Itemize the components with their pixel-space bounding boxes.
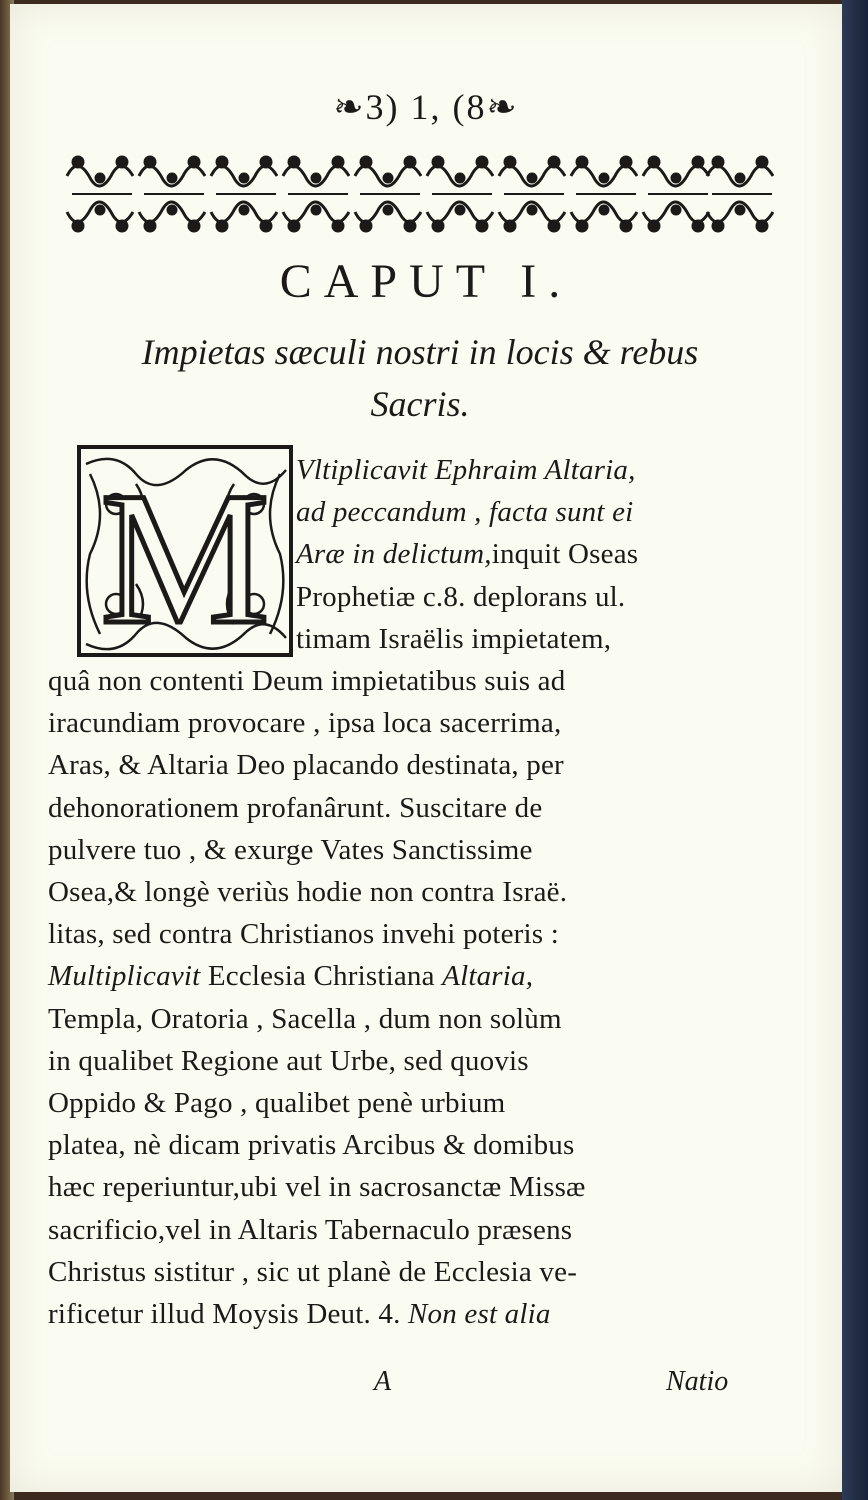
text-line: Prophetiæ c.8. deplorans ul. — [296, 580, 626, 613]
text-line: rificetur illud Moysis Deut. 4. Non est alia — [48, 1298, 551, 1330]
subtitle-line-2: Sacris. — [370, 384, 470, 424]
decorative-ornament-band — [62, 148, 774, 240]
subtitle-line-1: Impietas sæculi nostri in locis & rebus — [141, 332, 699, 372]
signature-mark: A — [374, 1366, 392, 1397]
text-line: Oppido & Pago , qualibet penè urbium — [48, 1087, 506, 1119]
text-line: Christus sistitur , sic ut planè de Ecclesia ve- — [48, 1255, 578, 1288]
text-line: Templa, Oratoria , Sacella , dum non solùm — [48, 1002, 562, 1035]
initial-letter-glyph: M — [100, 454, 270, 658]
text-line: timam Israëlis impietatem, — [296, 622, 612, 655]
text-line: quâ non contenti Deum impietatibus suis ad — [48, 665, 566, 697]
text-line: Osea,& longè veriùs hodie non contra Israë. — [48, 876, 568, 908]
chapter-subtitle — [70, 326, 770, 430]
text-line: sacrificio,vel in Altaris Tabernaculo præsens — [48, 1213, 573, 1246]
text-line: litas, sed contra Christianos invehi poteris : — [48, 918, 559, 951]
page-header: ❧3) 1, (8❧ — [333, 87, 519, 127]
header-left-mark: ❧3) — [333, 87, 400, 127]
text-line: ad peccandum , facta sunt ei — [296, 496, 634, 529]
text-line: Aras, & Altaria Deo placando destinata, per — [48, 749, 564, 782]
book-page — [10, 4, 842, 1492]
text-line: Vltiplicavit Ephraim Altaria, — [296, 454, 636, 486]
page-number: 1 — [410, 87, 431, 127]
text-line: Aræ in delictum,inquit Oseas — [296, 538, 639, 571]
header-right-mark: (8❧ — [452, 87, 519, 127]
catchword: Natio — [666, 1366, 729, 1397]
text-line: dehonorationem profanârunt. Suscitare de — [48, 791, 543, 824]
text-line: Multiplicavit Ecclesia Christiana Altaria, — [48, 960, 534, 993]
text-line: hæc reperiuntur,ubi vel in sacrosanctæ Missæ — [48, 1171, 586, 1204]
decorated-initial-letter — [76, 444, 294, 658]
text-line: pulvere tuo , & exurge Vates Sanctissime — [48, 833, 533, 866]
text-line: in qualibet Regione aut Urbe, sed quovis — [48, 1044, 529, 1077]
text-line: iracundiam provocare , ipsa loca sacerrima, — [48, 707, 562, 740]
background-edge — [842, 0, 868, 1500]
chapter-heading: CAPUT I. — [279, 255, 573, 308]
text-line: platea, nè dicam privatis Arcibus & domibus — [48, 1129, 575, 1162]
